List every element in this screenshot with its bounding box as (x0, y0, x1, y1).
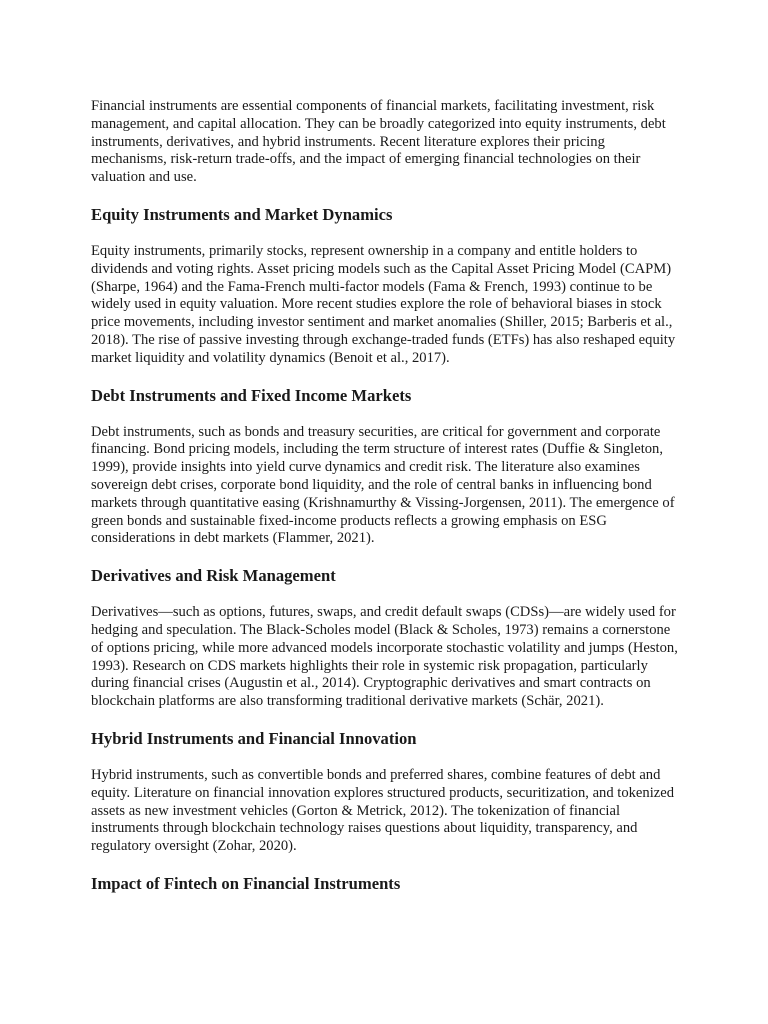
section-heading-equity: Equity Instruments and Market Dynamics (91, 204, 393, 224)
section-body-hybrid: Hybrid instruments, such as convertible bonds and preferred shares, combine features of debt and equity. Literature on financial innovation explores structured products, securitization, and tokenized assets as new investment vehicles (Gorton & Metrick, 2012). The tokenization of financial instruments through blockchain technology raises questions about liquidity, transparency, and regulatory oversight (Zohar, 2020). (91, 766, 675, 855)
section-heading-hybrid: Hybrid Instruments and Financial Innovation (91, 728, 417, 748)
section-heading-fintech: Impact of Fintech on Financial Instruments (91, 873, 401, 893)
section-body-equity: Equity instruments, primarily stocks, represent ownership in a company and entitle holders to dividends and voting rights. Asset pricing models such as the Capital Asset Pricing Model (CAPM) (Sharpe, 1964) and the Fama-French multi-factor models (Fama & French, 1993) continue to be widely used in equity valuation. More recent studies explore the role of behavioral biases in stock price movements, including investor sentiment and market anomalies (Shiller, 2015; Barberis et al., 2018). The rise of passive investing through exchange-traded funds (ETFs) has also reshaped equity market liquidity and volatility dynamics (Benoit et al., 2017). (91, 242, 676, 366)
intro-paragraph: Financial instruments are essential components of financial markets, facilitating investment, risk management, and capital allocation. They can be broadly categorized into equity instruments, debt instruments, derivatives, and hybrid instruments. Recent literature explores their pricing mechanisms, risk-return trade-offs, and the impact of emerging financial technologies on their valuation and use. (91, 98, 666, 186)
section-body-debt: Debt instruments, such as bonds and treasury securities, are critical for government and corporate financing. Bond pricing models, including the term structure of interest rates (Duffie & Singleton, 1999), provide insights into yield curve dynamics and credit risk. The literature also examines sovereign debt crises, corporate bond liquidity, and the role of central banks in influencing bond markets through quantitative easing (Krishnamurthy & Vissing-Jorgensen, 2011). The emergence of green bonds and sustainable fixed-income products reflects a growing emphasis on ESG considerations in debt markets (Flammer, 2021). (91, 423, 675, 547)
section-body-derivatives: Derivatives—such as options, futures, swaps, and credit default swaps (CDSs)—are widely used for hedging and speculation. The Black-Scholes model (Black & Scholes, 1973) remains a cornerstone of options pricing, while more advanced models incorporate stochastic volatility and jumps (Heston, 1993). Research on CDS markets highlights their role in systemic risk propagation, particularly during financial crises (Augustin et al., 2014). Cryptographic derivatives and smart contracts on blockchain platforms are also transforming traditional derivative markets (Schär, 2021). (91, 604, 678, 710)
section-heading-debt: Debt Instruments and Fixed Income Markets (91, 385, 412, 405)
section-heading-derivatives: Derivatives and Risk Management (91, 566, 336, 586)
document-page (91, 98, 681, 894)
